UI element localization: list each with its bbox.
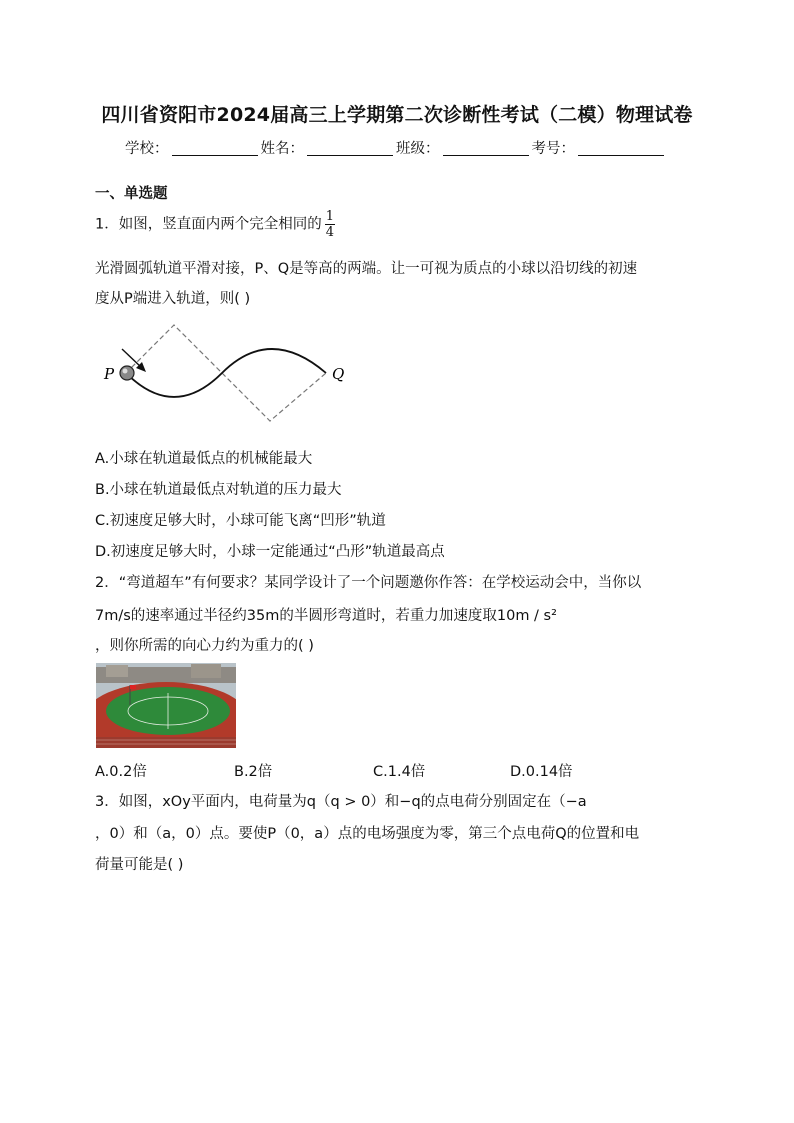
class-label: 班级： — [396, 141, 440, 157]
name-label: 姓名： — [260, 141, 304, 157]
track-foreground — [96, 737, 236, 748]
q1-option-c[interactable]: C.初速度足够大时，小球可能飞离“凹形”轨道 — [95, 513, 386, 529]
q2-stem-line2: 7m/s的速率通过半径约35m的半圆形弯道时，若重力加速度取10m / s² — [95, 608, 557, 624]
q1-stem-line1 — [95, 209, 335, 240]
q3-stem-line3: 荷量可能是( ) — [95, 857, 184, 873]
stadium-photo — [96, 663, 236, 748]
exam-title: 四川省资阳市2024届高三上学期第二次诊断性考试（二模）物理试卷 — [101, 104, 693, 126]
ball-icon — [120, 366, 134, 380]
q1-frac-num: 1 — [325, 209, 335, 224]
q1-fraction — [325, 209, 335, 240]
name-blank[interactable] — [307, 154, 393, 156]
q2-option-a[interactable]: A.0.2倍 — [95, 764, 147, 780]
q2-stem-line1: 2．“弯道超车”有何要求？某同学设计了一个问题邀你作答：在学校运动会中，当你以 — [95, 575, 642, 591]
number-label: 考号： — [531, 141, 575, 157]
flag — [130, 685, 136, 689]
q3-stem-line2: ，0）和（a，0）点。要使P（0，a）点的电场强度为零，第三个点电荷Q的位置和电 — [95, 826, 640, 842]
q1-text1: 1．如图，竖直面内两个完全相同的 — [95, 216, 322, 233]
section-heading: 一、单选题 — [95, 186, 168, 202]
q1-option-a[interactable]: A.小球在轨道最低点的机械能最大 — [95, 451, 313, 467]
stadium-photo-drawing — [96, 663, 236, 748]
label-q: Q — [332, 365, 345, 383]
ball-highlight — [123, 369, 128, 374]
q2-option-c[interactable]: C.1.4倍 — [373, 764, 426, 780]
q1-stem-line3: 度从P端进入轨道，则( ) — [95, 291, 251, 307]
q1-frac-den: 4 — [325, 225, 335, 240]
q2-stem-line3: ，则你所需的向心力约为重力的( ) — [95, 638, 314, 654]
q1-option-b[interactable]: B.小球在轨道最低点对轨道的压力最大 — [95, 482, 342, 498]
label-p: P — [104, 365, 115, 383]
student-info-row — [125, 137, 667, 158]
q1-stem-line2: 光滑圆弧轨道平滑对接，P、Q是等高的两端。让一可视为质点的小球以沿切线的初速 — [95, 261, 638, 277]
number-blank[interactable] — [578, 154, 664, 156]
building-right — [191, 664, 221, 678]
q2-option-d[interactable]: D.0.14倍 — [510, 764, 573, 780]
school-label: 学校： — [125, 141, 169, 157]
q2-option-b[interactable]: B.2倍 — [234, 764, 273, 780]
school-blank[interactable] — [172, 154, 258, 156]
q1-option-d[interactable]: D.初速度足够大时，小球一定能通过“凸形”轨道最高点 — [95, 544, 445, 560]
building-left — [106, 665, 128, 677]
class-blank[interactable] — [443, 154, 529, 156]
q3-stem-line1: 3．如图，xOy平面内，电荷量为q（q > 0）和−q的点电荷分别固定在（−a — [95, 794, 587, 810]
q1-track-figure — [96, 318, 348, 428]
